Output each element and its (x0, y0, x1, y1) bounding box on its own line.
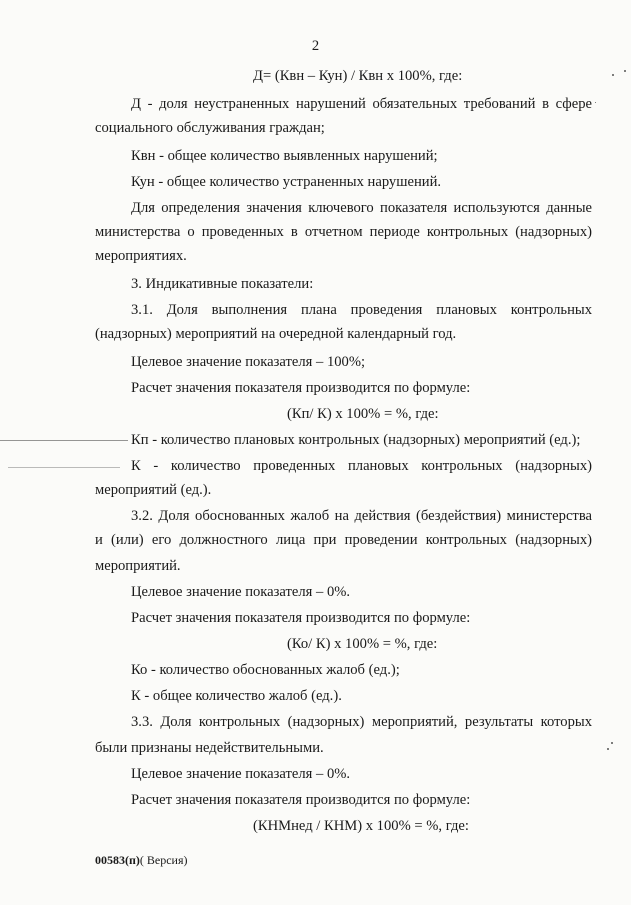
footer-code-line (95, 850, 188, 870)
d-definition-line1: Д - доля неустраненных нарушений обязательных требований в сфере (131, 96, 592, 112)
section-3-2-calc: Расчет значения показателя производится по формуле: (131, 610, 471, 626)
section-3-1-line1: 3.1. Доля выполнения плана проведения плановых контрольных (131, 302, 592, 318)
section-3-1-target: Целевое значение показателя – 100%; (131, 354, 366, 370)
key-indicator-line1: Для определения значения ключевого показателя используются данные (131, 200, 592, 216)
section-3-heading: 3. Индикативные показатели: (131, 276, 314, 292)
page-number: 2 (311, 38, 320, 54)
section-3-3-formula: (КНМнед / КНМ) х 100% = %, где: (253, 818, 469, 834)
k-definition-line1: К - количество проведенных плановых контрольных (надзорных) (131, 458, 592, 474)
scan-speck (595, 102, 596, 103)
key-indicator-line2: министерства о проведенных в отчетном периоде контрольных (надзорных) (95, 224, 592, 240)
d-definition-line2: социального обслуживания граждан; (95, 120, 325, 136)
scan-speck (612, 74, 614, 76)
scan-speck (607, 748, 609, 750)
kvn-definition: Квн - общее количество выявленных нарушений; (131, 148, 438, 164)
section-3-1-formula: (Кп/ К) х 100% = %, где: (287, 406, 439, 422)
section-3-1-line2: (надзорных) мероприятий на очередной календарный год. (95, 326, 457, 342)
section-3-3-line2: были признаны недействительными. (95, 740, 324, 756)
kp-definition: Кп - количество плановых контрольных (надзорных) мероприятий (ед.); (131, 432, 581, 448)
key-indicator-line3: мероприятиях. (95, 248, 187, 264)
footer-code: 00583(п) (95, 853, 140, 867)
section-3-3-line1: 3.3. Доля контрольных (надзорных) мероприятий, результаты которых (131, 714, 592, 730)
scan-artifact-line (0, 440, 128, 441)
footer-version: ( Версия) (139, 853, 188, 867)
k-definition-line2: мероприятий (ед.). (95, 482, 212, 498)
formula-d: Д= (Квн – Кун) / Квн х 100%, где: (253, 68, 463, 84)
scan-artifact-line (8, 467, 120, 468)
scan-speck (611, 742, 613, 744)
scan-speck (624, 70, 626, 72)
section-3-1-calc: Расчет значения показателя производится по формуле: (131, 380, 471, 396)
ko-definition: Ко - количество обоснованных жалоб (ед.); (131, 662, 400, 678)
kun-definition: Кун - общее количество устраненных нарушений. (131, 174, 442, 190)
section-3-2-line2: и (или) его должностного лица при проведении контрольных (надзорных) (95, 532, 592, 548)
section-3-2-line3: мероприятий. (95, 558, 181, 574)
k-total-definition: К - общее количество жалоб (ед.). (131, 688, 342, 704)
section-3-3-calc: Расчет значения показателя производится по формуле: (131, 792, 471, 808)
section-3-2-formula: (Ко/ К) х 100% = %, где: (287, 636, 438, 652)
section-3-2-target: Целевое значение показателя – 0%. (131, 584, 351, 600)
section-3-3-target: Целевое значение показателя – 0%. (131, 766, 351, 782)
section-3-2-line1: 3.2. Доля обоснованных жалоб на действия (бездействия) министерства (131, 508, 592, 524)
